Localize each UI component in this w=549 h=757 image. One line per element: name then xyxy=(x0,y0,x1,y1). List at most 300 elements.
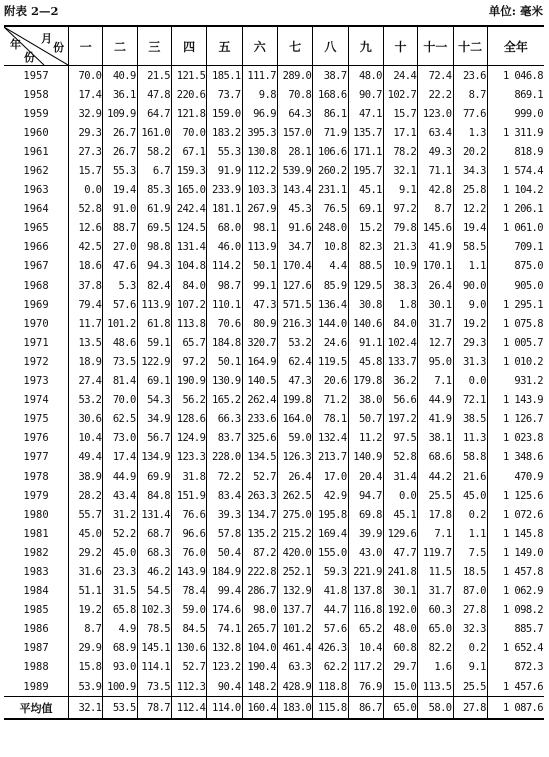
value-cell: 21.3 xyxy=(383,238,417,257)
value-cell: 0.0 xyxy=(69,181,103,200)
value-cell: 213.7 xyxy=(313,448,348,467)
value-cell: 37.8 xyxy=(69,276,103,295)
value-cell: 104.0 xyxy=(242,639,277,658)
value-cell: 57.8 xyxy=(207,524,242,543)
value-cell: 74.1 xyxy=(207,620,242,639)
value-cell: 71.1 xyxy=(418,161,453,180)
value-cell: 114.0 xyxy=(207,697,242,720)
value-cell: 220.6 xyxy=(172,85,207,104)
col-header: 十 xyxy=(383,26,417,66)
value-cell: 262.5 xyxy=(277,486,312,505)
value-cell: 113.9 xyxy=(137,295,171,314)
value-cell: 19.2 xyxy=(69,601,103,620)
value-cell: 98.1 xyxy=(242,219,277,238)
value-cell: 64.7 xyxy=(137,104,171,123)
value-cell: 130.9 xyxy=(207,372,242,391)
value-cell: 27.4 xyxy=(69,372,103,391)
value-cell: 123.2 xyxy=(207,658,242,677)
value-cell: 12.2 xyxy=(453,200,487,219)
corner-fen-label-2: 份 xyxy=(24,51,35,64)
value-cell: 90.0 xyxy=(453,276,487,295)
value-cell: 65.7 xyxy=(172,333,207,352)
value-cell: 72.1 xyxy=(453,391,487,410)
table-row xyxy=(4,219,544,238)
value-cell: 181.1 xyxy=(207,200,242,219)
corner-cell xyxy=(4,26,69,66)
col-header: 八 xyxy=(313,26,348,66)
year-cell: 1973 xyxy=(23,375,49,388)
value-cell: 48.0 xyxy=(348,66,383,86)
value-cell: 109.9 xyxy=(103,104,137,123)
value-cell: 68.6 xyxy=(418,448,453,467)
value-cell: 62.5 xyxy=(103,410,137,429)
value-cell: 112.3 xyxy=(172,677,207,697)
value-cell: 1 206.1 xyxy=(487,200,544,219)
value-cell: 161.0 xyxy=(137,123,171,142)
year-cell: 1957 xyxy=(23,69,49,82)
value-cell: 90.7 xyxy=(348,85,383,104)
value-cell: 131.4 xyxy=(172,238,207,257)
value-cell: 87.2 xyxy=(242,543,277,562)
value-cell: 83.7 xyxy=(207,429,242,448)
value-cell: 54.3 xyxy=(137,391,171,410)
value-cell: 30.6 xyxy=(69,410,103,429)
value-cell: 49.3 xyxy=(418,142,453,161)
value-cell: 248.0 xyxy=(313,219,348,238)
col-header: 一 xyxy=(69,26,103,66)
value-cell: 20.2 xyxy=(453,142,487,161)
value-cell: 70.0 xyxy=(172,123,207,142)
value-cell: 27.0 xyxy=(103,238,137,257)
table-row xyxy=(4,142,544,161)
value-cell: 140.9 xyxy=(348,448,383,467)
value-cell: 21.6 xyxy=(453,467,487,486)
value-cell: 10.4 xyxy=(69,429,103,448)
value-cell: 58.2 xyxy=(137,142,171,161)
value-cell: 102.4 xyxy=(383,333,417,352)
year-cell: 1984 xyxy=(23,585,49,598)
value-cell: 52.2 xyxy=(103,524,137,543)
table-row xyxy=(4,200,544,219)
year-cell: 1983 xyxy=(23,565,49,578)
col-header: 四 xyxy=(172,26,207,66)
value-cell: 88.7 xyxy=(103,219,137,238)
value-cell: 872.3 xyxy=(487,658,544,677)
value-cell: 1 295.1 xyxy=(487,295,544,314)
value-cell: 818.9 xyxy=(487,142,544,161)
value-cell: 7.1 xyxy=(418,524,453,543)
value-cell: 58.5 xyxy=(453,238,487,257)
value-cell: 17.8 xyxy=(418,505,453,524)
value-cell: 25.8 xyxy=(453,181,487,200)
value-cell: 65.0 xyxy=(383,697,417,720)
value-cell: 45.1 xyxy=(348,181,383,200)
value-cell: 25.5 xyxy=(418,486,453,505)
value-cell: 60.3 xyxy=(418,601,453,620)
value-cell: 1 348.6 xyxy=(487,448,544,467)
value-cell: 571.5 xyxy=(277,295,312,314)
value-cell: 72.4 xyxy=(418,66,453,86)
value-cell: 31.7 xyxy=(418,314,453,333)
value-cell: 1.8 xyxy=(383,295,417,314)
value-cell: 114.1 xyxy=(137,658,171,677)
value-cell: 113.5 xyxy=(418,677,453,697)
value-cell: 30.1 xyxy=(383,582,417,601)
table-row xyxy=(4,123,544,142)
value-cell: 4.9 xyxy=(103,620,137,639)
value-cell: 165.2 xyxy=(207,391,242,410)
value-cell: 1 457.6 xyxy=(487,677,544,697)
value-cell: 1 457.8 xyxy=(487,562,544,581)
value-cell: 1 072.6 xyxy=(487,505,544,524)
value-cell: 44.2 xyxy=(418,467,453,486)
value-cell: 1 062.9 xyxy=(487,582,544,601)
value-cell: 84.8 xyxy=(137,486,171,505)
value-cell: 1 311.9 xyxy=(487,123,544,142)
value-cell: 157.0 xyxy=(277,123,312,142)
value-cell: 45.0 xyxy=(453,486,487,505)
value-cell: 38.0 xyxy=(348,391,383,410)
value-cell: 78.5 xyxy=(137,620,171,639)
value-cell: 148.2 xyxy=(242,677,277,697)
table-row xyxy=(4,295,544,314)
value-cell: 94.3 xyxy=(137,257,171,276)
precipitation-table xyxy=(4,25,544,720)
value-cell: 76.6 xyxy=(172,505,207,524)
value-cell: 41.9 xyxy=(418,238,453,257)
value-cell: 10.9 xyxy=(383,257,417,276)
value-cell: 15.0 xyxy=(383,677,417,697)
value-cell: 81.4 xyxy=(103,372,137,391)
value-cell: 145.1 xyxy=(137,639,171,658)
value-cell: 8.7 xyxy=(418,200,453,219)
value-cell: 11.7 xyxy=(69,314,103,333)
table-body xyxy=(4,66,544,720)
value-cell: 9.1 xyxy=(383,181,417,200)
value-cell: 47.3 xyxy=(277,372,312,391)
table-row xyxy=(4,677,544,697)
value-cell: 151.9 xyxy=(172,486,207,505)
value-cell: 140.6 xyxy=(348,314,383,333)
value-cell: 119.5 xyxy=(313,352,348,371)
year-cell: 1982 xyxy=(23,546,49,559)
value-cell: 126.3 xyxy=(277,448,312,467)
value-cell: 63.4 xyxy=(418,123,453,142)
value-cell: 69.5 xyxy=(137,219,171,238)
value-cell: 41.9 xyxy=(418,410,453,429)
value-cell: 38.3 xyxy=(383,276,417,295)
value-cell: 289.0 xyxy=(277,66,312,86)
value-cell: 875.0 xyxy=(487,257,544,276)
value-cell: 31.6 xyxy=(69,562,103,581)
value-cell: 145.6 xyxy=(418,219,453,238)
table-row xyxy=(4,505,544,524)
value-cell: 32.9 xyxy=(69,104,103,123)
value-cell: 17.4 xyxy=(103,448,137,467)
table-row xyxy=(4,352,544,371)
value-cell: 96.9 xyxy=(242,104,277,123)
value-cell: 0.0 xyxy=(383,486,417,505)
value-cell: 420.0 xyxy=(277,543,312,562)
value-cell: 73.5 xyxy=(103,352,137,371)
value-cell: 999.0 xyxy=(487,104,544,123)
header-row xyxy=(4,26,544,66)
value-cell: 132.8 xyxy=(207,639,242,658)
value-cell: 23.3 xyxy=(103,562,137,581)
value-cell: 46.2 xyxy=(137,562,171,581)
value-cell: 118.8 xyxy=(313,677,348,697)
table-row xyxy=(4,238,544,257)
value-cell: 461.4 xyxy=(277,639,312,658)
value-cell: 21.5 xyxy=(137,66,171,86)
corner-fen-label: 份 xyxy=(53,41,65,54)
value-cell: 70.8 xyxy=(277,85,312,104)
value-cell: 42.5 xyxy=(69,238,103,257)
value-cell: 56.6 xyxy=(383,391,417,410)
value-cell: 103.3 xyxy=(242,181,277,200)
value-cell: 0.2 xyxy=(453,505,487,524)
value-cell: 122.9 xyxy=(137,352,171,371)
value-cell: 53.5 xyxy=(103,697,137,720)
value-cell: 231.1 xyxy=(313,181,348,200)
value-cell: 1 005.7 xyxy=(487,333,544,352)
value-cell: 69.9 xyxy=(137,467,171,486)
value-cell: 170.4 xyxy=(277,257,312,276)
value-cell: 95.0 xyxy=(418,352,453,371)
value-cell: 99.4 xyxy=(207,582,242,601)
value-cell: 83.4 xyxy=(207,486,242,505)
value-cell: 31.2 xyxy=(103,505,137,524)
col-header: 五 xyxy=(207,26,242,66)
year-cell: 1972 xyxy=(23,355,49,368)
value-cell: 25.5 xyxy=(453,677,487,697)
table-row xyxy=(4,543,544,562)
value-cell: 55.7 xyxy=(69,505,103,524)
value-cell: 36.2 xyxy=(383,372,417,391)
value-cell: 101.2 xyxy=(277,620,312,639)
col-header: 九 xyxy=(348,26,383,66)
col-header: 三 xyxy=(137,26,171,66)
year-cell: 1971 xyxy=(23,336,49,349)
table-row xyxy=(4,486,544,505)
value-cell: 1 010.2 xyxy=(487,352,544,371)
value-cell: 184.9 xyxy=(207,562,242,581)
value-cell: 124.9 xyxy=(172,429,207,448)
value-cell: 62.2 xyxy=(313,658,348,677)
value-cell: 78.2 xyxy=(383,142,417,161)
value-cell: 26.4 xyxy=(277,467,312,486)
value-cell: 82.4 xyxy=(137,276,171,295)
value-cell: 31.5 xyxy=(103,582,137,601)
value-cell: 159.3 xyxy=(172,161,207,180)
year-cell: 1976 xyxy=(23,432,49,445)
value-cell: 44.9 xyxy=(103,467,137,486)
value-cell: 55.3 xyxy=(103,161,137,180)
value-cell: 121.8 xyxy=(172,104,207,123)
value-cell: 192.0 xyxy=(383,601,417,620)
value-cell: 68.7 xyxy=(137,524,171,543)
value-cell: 121.5 xyxy=(172,66,207,86)
value-cell: 1 125.6 xyxy=(487,486,544,505)
value-cell: 17.1 xyxy=(383,123,417,142)
value-cell: 62.4 xyxy=(277,352,312,371)
value-cell: 15.8 xyxy=(69,658,103,677)
value-cell: 70.0 xyxy=(103,391,137,410)
value-cell: 52.7 xyxy=(172,658,207,677)
value-cell: 102.7 xyxy=(383,85,417,104)
value-cell: 38.9 xyxy=(69,467,103,486)
value-cell: 44.7 xyxy=(313,601,348,620)
value-cell: 78.7 xyxy=(137,697,171,720)
value-cell: 117.2 xyxy=(348,658,383,677)
table-row xyxy=(4,658,544,677)
value-cell: 325.6 xyxy=(242,429,277,448)
value-cell: 184.8 xyxy=(207,333,242,352)
value-cell: 69.8 xyxy=(348,505,383,524)
year-cell: 1975 xyxy=(23,413,49,426)
value-cell: 67.1 xyxy=(172,142,207,161)
value-cell: 168.6 xyxy=(313,85,348,104)
value-cell: 47.3 xyxy=(242,295,277,314)
value-cell: 19.4 xyxy=(103,181,137,200)
value-cell: 57.6 xyxy=(313,620,348,639)
value-cell: 130.8 xyxy=(242,142,277,161)
value-cell: 171.1 xyxy=(348,142,383,161)
value-cell: 63.3 xyxy=(277,658,312,677)
value-cell: 85.3 xyxy=(137,181,171,200)
year-cell: 1987 xyxy=(23,642,49,655)
value-cell: 242.4 xyxy=(172,200,207,219)
table-row xyxy=(4,582,544,601)
year-cell: 1986 xyxy=(23,623,49,636)
value-cell: 86.7 xyxy=(348,697,383,720)
value-cell: 24.6 xyxy=(313,333,348,352)
value-cell: 215.2 xyxy=(277,524,312,543)
value-cell: 99.1 xyxy=(242,276,277,295)
average-row xyxy=(4,697,544,720)
value-cell: 57.6 xyxy=(103,295,137,314)
table-title: 附表 2—2 xyxy=(4,4,59,18)
corner-year-label: 年 xyxy=(10,38,21,51)
value-cell: 66.3 xyxy=(207,410,242,429)
table-row xyxy=(4,562,544,581)
value-cell: 0.2 xyxy=(453,639,487,658)
value-cell: 23.6 xyxy=(453,66,487,86)
value-cell: 112.4 xyxy=(172,697,207,720)
year-cell: 1962 xyxy=(23,165,49,178)
table-row xyxy=(4,181,544,200)
value-cell: 195.8 xyxy=(313,505,348,524)
value-cell: 73.0 xyxy=(103,429,137,448)
value-cell: 91.6 xyxy=(277,219,312,238)
value-cell: 128.6 xyxy=(172,410,207,429)
value-cell: 164.0 xyxy=(277,410,312,429)
value-cell: 113.8 xyxy=(172,314,207,333)
year-cell: 1977 xyxy=(23,451,49,464)
value-cell: 31.8 xyxy=(172,467,207,486)
value-cell: 931.2 xyxy=(487,372,544,391)
value-cell: 470.9 xyxy=(487,467,544,486)
value-cell: 29.3 xyxy=(69,123,103,142)
value-cell: 98.7 xyxy=(207,276,242,295)
value-cell: 199.8 xyxy=(277,391,312,410)
value-cell: 216.3 xyxy=(277,314,312,333)
value-cell: 233.6 xyxy=(242,410,277,429)
value-cell: 27.8 xyxy=(453,601,487,620)
value-cell: 112.2 xyxy=(242,161,277,180)
col-header: 十二 xyxy=(453,26,487,66)
value-cell: 905.0 xyxy=(487,276,544,295)
unit-label: 单位: 毫米 xyxy=(488,4,543,18)
value-cell: 38.7 xyxy=(313,66,348,86)
value-cell: 29.9 xyxy=(69,639,103,658)
value-cell: 140.5 xyxy=(242,372,277,391)
year-cell: 1960 xyxy=(23,126,49,139)
value-cell: 84.0 xyxy=(172,276,207,295)
year-cell: 1978 xyxy=(23,470,49,483)
value-cell: 44.9 xyxy=(418,391,453,410)
value-cell: 1.6 xyxy=(418,658,453,677)
value-cell: 190.4 xyxy=(242,658,277,677)
value-cell: 73.5 xyxy=(137,677,171,697)
value-cell: 159.0 xyxy=(207,104,242,123)
value-cell: 65.8 xyxy=(103,601,137,620)
value-cell: 26.4 xyxy=(418,276,453,295)
value-cell: 98.8 xyxy=(137,238,171,257)
value-cell: 30.1 xyxy=(418,295,453,314)
value-cell: 70.6 xyxy=(207,314,242,333)
value-cell: 164.9 xyxy=(242,352,277,371)
value-cell: 27.3 xyxy=(69,142,103,161)
value-cell: 12.6 xyxy=(69,219,103,238)
value-cell: 98.0 xyxy=(242,601,277,620)
value-cell: 38.1 xyxy=(418,429,453,448)
value-cell: 19.4 xyxy=(453,219,487,238)
value-cell: 52.8 xyxy=(69,200,103,219)
value-cell: 36.1 xyxy=(103,85,137,104)
table-row xyxy=(4,333,544,352)
table-row xyxy=(4,276,544,295)
value-cell: 539.9 xyxy=(277,161,312,180)
value-cell: 32.1 xyxy=(383,161,417,180)
value-cell: 82.2 xyxy=(418,639,453,658)
table-row xyxy=(4,601,544,620)
value-cell: 59.1 xyxy=(137,333,171,352)
year-cell: 1963 xyxy=(23,184,49,197)
value-cell: 47.1 xyxy=(348,104,383,123)
value-cell: 52.7 xyxy=(242,467,277,486)
value-cell: 129.6 xyxy=(383,524,417,543)
value-cell: 31.3 xyxy=(453,352,487,371)
value-cell: 26.7 xyxy=(103,123,137,142)
value-cell: 106.6 xyxy=(313,142,348,161)
value-cell: 6.7 xyxy=(137,161,171,180)
value-cell: 41.8 xyxy=(313,582,348,601)
value-cell: 76.9 xyxy=(348,677,383,697)
value-cell: 97.2 xyxy=(383,200,417,219)
value-cell: 46.0 xyxy=(207,238,242,257)
value-cell: 73.7 xyxy=(207,85,242,104)
value-cell: 80.9 xyxy=(242,314,277,333)
value-cell: 61.9 xyxy=(137,200,171,219)
value-cell: 39.3 xyxy=(207,505,242,524)
value-cell: 45.3 xyxy=(277,200,312,219)
value-cell: 48.0 xyxy=(383,620,417,639)
year-cell: 1989 xyxy=(23,680,49,693)
year-cell: 1968 xyxy=(23,279,49,292)
value-cell: 262.4 xyxy=(242,391,277,410)
value-cell: 1 087.6 xyxy=(487,697,544,720)
